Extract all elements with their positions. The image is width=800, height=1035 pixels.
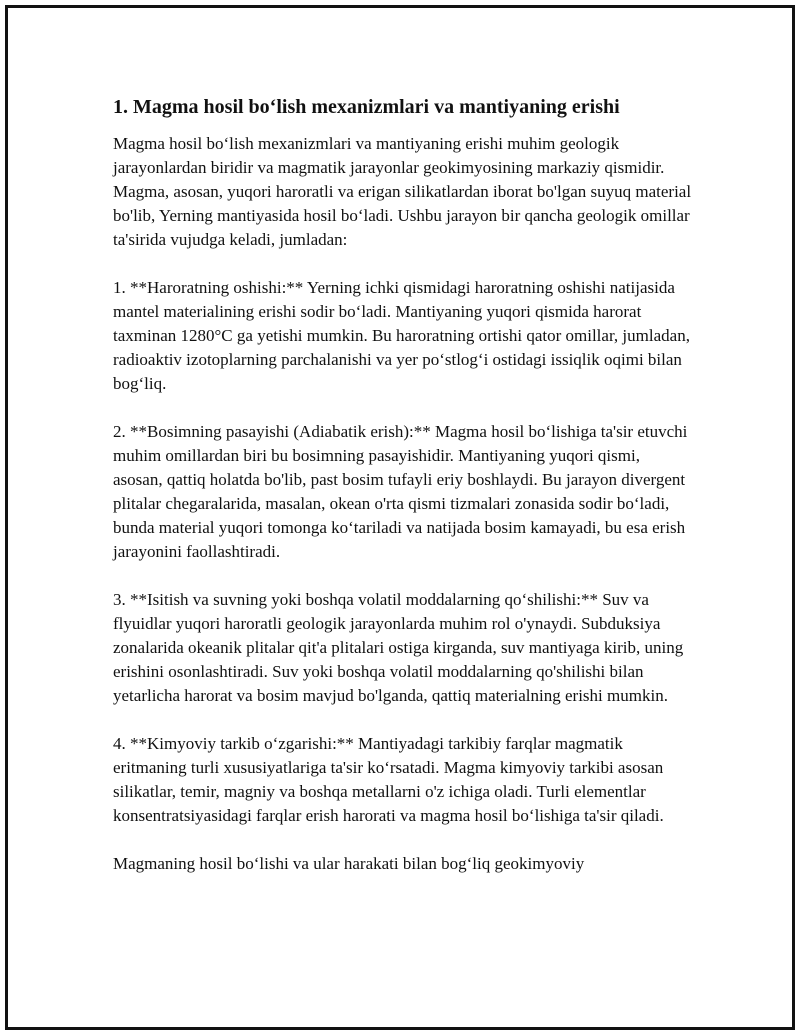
- document-body: [113, 94, 693, 900]
- intro-paragraph: Magma hosil bo‘lish mexanizmlari va mantiyaning erishi muhim geologik jarayonlardan biridir va magmatik jarayonlar geokimyosining markaziy qismidir. Magma, asosan, yuqori haroratli va erigan silikatlardan iborat bo'lgan suyuq material bo'lib, Yerning mantiyasida hosil bo‘ladi. Ushbu jarayon bir qancha geologik omillar ta'sirida vujudga keladi, jumladan:: [113, 134, 692, 249]
- paragraph-pressure-decrease: 2. **Bosimning pasayishi (Adiabatik erish):** Magma hosil bo‘lishiga ta'sir etuvchi muhim omillardan biri bu bosimning pasayishidir. Mantiyaning yuqori qismi, asosan, qattiq holatda bo'lib, past bosim tufayli eriy boshlaydi. Bu jarayon divergent plitalar chegaralarida, masalan, okean o'rta qismi tizmalari zonasida sodir bo‘ladi, bunda material yuqori tomonga ko‘tariladi va natijada bosim kamayadi, bu esa erish jarayonini faollashtiradi.: [113, 422, 688, 561]
- paragraph-volatiles-addition: 3. **Isitish va suvning yoki boshqa volatil moddalarning qo‘shilishi:** Suv va flyuidlar yuqori haroratli geologik jarayonlarda muhim rol o'ynaydi. Subduksiya zonalarida okeanik plitalar qit'a plitalari ostiga kirganda, suv mantiyaga kirib, uning erishini osonlashtiradi. Suv yoki boshqa volatil moddalarning qo'shilishi bilan yetarlicha harorat va bosim mavjud bo'lganda, qattiq materialning erishi mumkin.: [113, 590, 684, 705]
- paragraph-chemical-composition: 4. **Kimyoviy tarkib o‘zgarishi:** Mantiyadagi tarkibiy farqlar magmatik eritmaning turli xususiyatlariga ta'sir ko‘rsatadi. Magma kimyoviy tarkibi asosan silikatlar, temir, magniy va boshqa metallarni o'z ichiga oladi. Turli elementlar konsentratsiyasidagi farqlar erish harorati va magma hosil bo‘lishiga ta'sir qiladi.: [113, 734, 664, 825]
- closing-paragraph: Magmaning hosil bo‘lishi va ular harakati bilan bog‘liq geokimyoviy: [113, 854, 585, 873]
- paragraph-temperature-increase: 1. **Haroratning oshishi:** Yerning ichki qismidagi haroratning oshishi natijasida mantel materialining erishi sodir bo‘ladi. Mantiyaning yuqori qismida harorat taxminan 1280°C ga yetishi mumkin. Bu haroratning ortishi qator omillar, jumladan, radioaktiv izotoplarning parchalanishi va yer po‘stlog‘i ostidagi issiqlik oqimi bilan bog‘liq.: [113, 278, 690, 393]
- section-title: 1. Magma hosil bo‘lish mexanizmlari va mantiyaning erishi: [113, 96, 620, 118]
